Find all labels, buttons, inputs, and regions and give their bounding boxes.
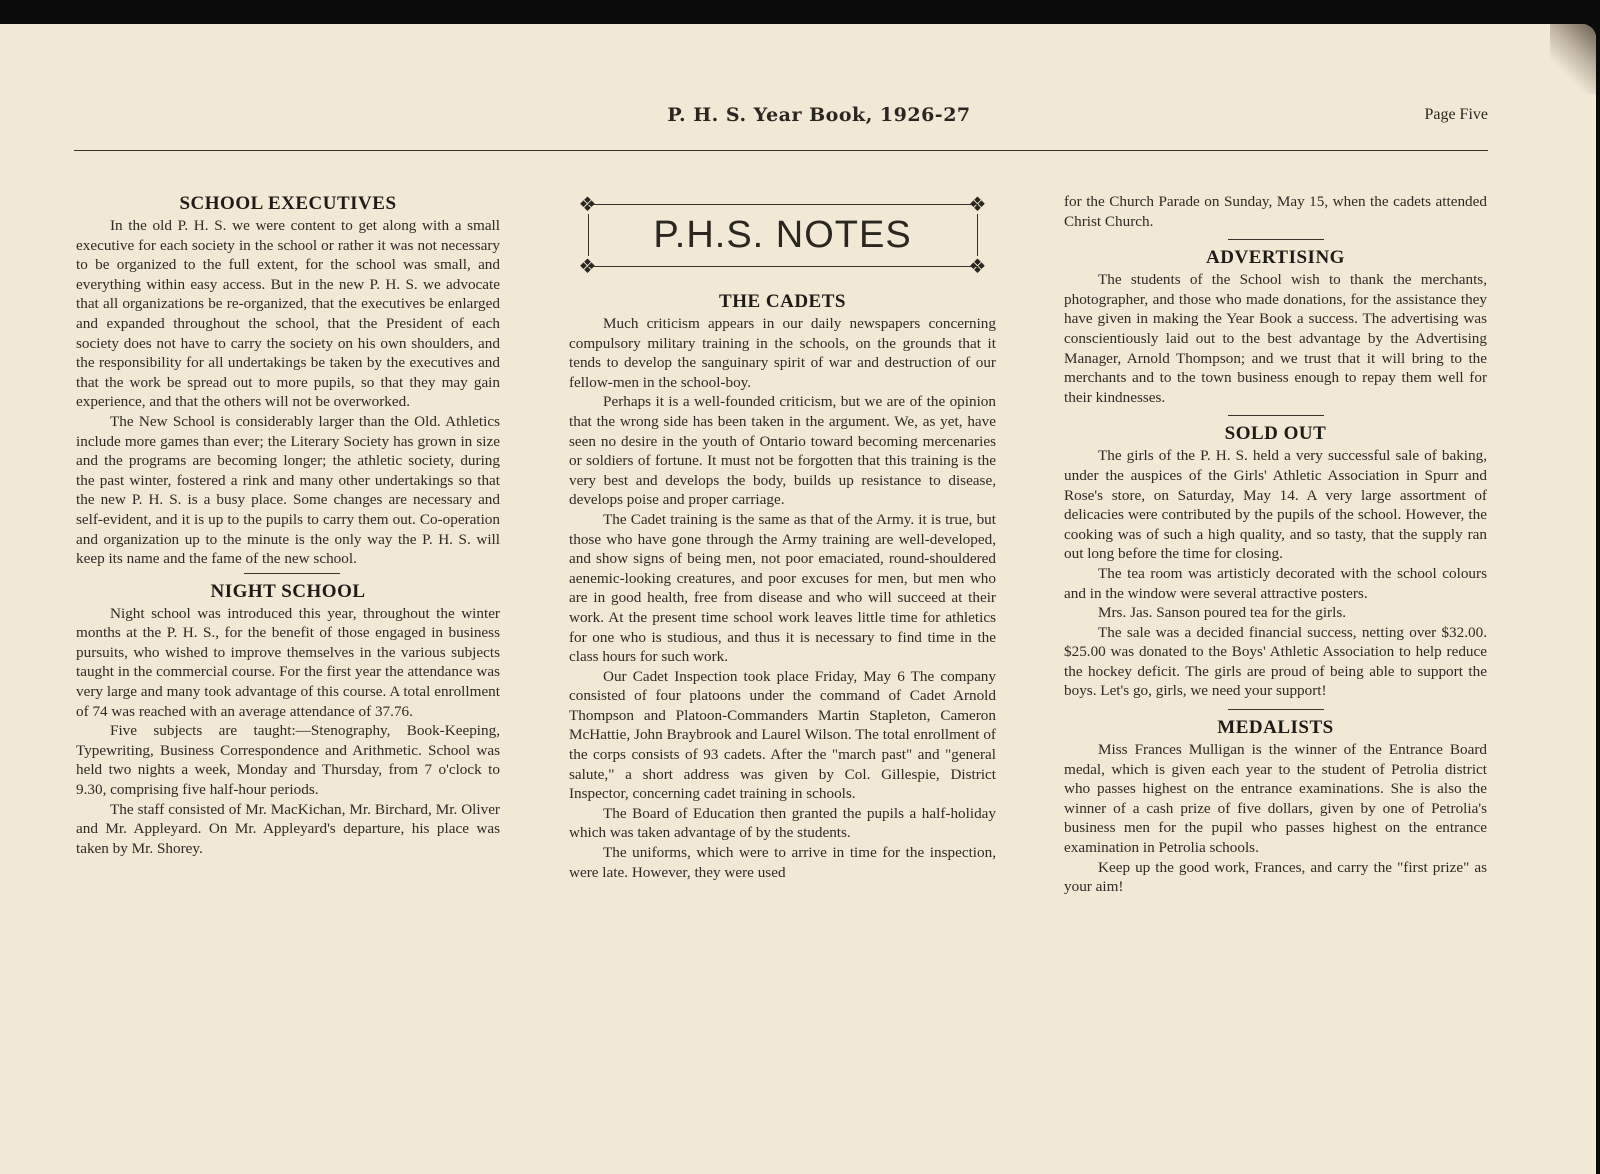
ornament-icon: ❖ xyxy=(578,254,597,278)
paragraph: Night school was introduced this year, throughout the winter months at the P. H. S., for the benefit of those engaged in business pursuits, who wished to improve themselves in the various subjects taught in the commercial course. For the first year the attendance was very large and many took advantage of this course. A total enrollment of 74 was reached with an average attendance of 37.76. xyxy=(76,604,500,720)
paragraph: In the old P. H. S. we were content to get along with a small executive for each society in the school or rather it was not necessary to be organized to the full extent, for the school was small, and everything within easy access. But in the new P. H. S. we advocate that all organizations be re-organized, that the executives be enlarged and expanded throughout the school, that the President of each society does not have to carry the society on his own shoulders, and the responsibility for all undertakings be taken by the executives and that the work be spread out to more pupils, so that they may gain experience, and that the others will not be overworked. xyxy=(76,217,500,411)
paragraph: The uniforms, which were to arrive in time for the inspection, were late. However, they were used xyxy=(569,844,996,881)
paragraph: The tea room was artisticly decorated with the school colours and in the window were several attractive posters. xyxy=(1064,564,1487,602)
page-header xyxy=(74,104,1488,134)
paragraph: The New School is considerably larger than the Old. Athletics include more games than ever; the Literary Society has grown in size and the programs are becoming longer; the athletic society, during the past winter, fostered a rink and many other undertakings so that the new P. H. S. is a busy place. Some changes are necessary and self-evident, and it is up to the pupils to carry them out. Co-operation and organization up to the minute is the only way the P. H. S. will keep its name and the fame of the new school. xyxy=(76,412,500,568)
paragraph: The girls of the P. H. S. held a very successful sale of baking, under the auspices of the Girls' Athletic Association in Spurr and Rose's store, on Saturday, May 14. A very large assortment of delicacies were contributed by the pupils of the school. However, the cooking was of such a high quality, and so tasty, that the supply ran out long before the time for closing. xyxy=(1064,447,1487,563)
column-right xyxy=(1064,192,1487,897)
header-divider xyxy=(74,150,1488,151)
heading-night-school: NIGHT SCHOOL xyxy=(210,580,366,602)
paragraph: Our Cadet Inspection took place Friday, May 6 The company consisted of four platoons under the command of Cadet Arnold Thompson and Platoon-Commanders Martin Stapleton, Cameron McHattie, John Braybrook and Laurel Wilson. The total enrollment of the corps consists of 93 cadets. After the "march past" and "general salute," a short address was given by Col. Gillespie, District Inspector, concerning cadet training in schools. xyxy=(569,667,996,803)
ornament-icon: ❖ xyxy=(578,192,597,216)
phs-notes-banner xyxy=(574,192,992,278)
paragraph: The sale was a decided financial success, netting over $32.00. $25.00 was donated to the Boys' Athletic Association to help reduce the hockey deficit. The girls are proud of being able to support the boys. Let's go, girls, we need your support! xyxy=(1064,623,1487,700)
paragraph: The Board of Education then granted the pupils a half-holiday which was taken advantage of by the students. xyxy=(569,804,996,842)
section-divider xyxy=(244,573,340,574)
folded-corner xyxy=(1550,24,1596,94)
section-divider xyxy=(1228,709,1324,710)
paragraph: Much criticism appears in our daily newspapers concerning compulsory military training in the schools, on the grounds that it tends to develop the sanguinary spirit of war and destruction of our fellow-men in the school-boy. xyxy=(569,315,996,391)
paragraph: The staff consisted of Mr. MacKichan, Mr. Birchard, Mr. Oliver and Mr. Appleyard. On Mr. Appleyard's departure, his place was taken by Mr. Shorey. xyxy=(76,800,500,857)
page-number: Page Five xyxy=(1424,106,1488,123)
heading-school-executives: SCHOOL EXECUTIVES xyxy=(179,193,397,214)
paragraph: Keep up the good work, Frances, and carry the "first prize" as your aim! xyxy=(1064,858,1487,896)
paragraph: Perhaps it is a well-founded criticism, but we are of the opinion that the wrong side has been taken in the argument. We, as yet, have seen no desire in the youth of Ontario toward becoming mercenaries or soldiers of fortune. It must not be forgotten that this training is the very best and develops the body, builds up resistance to disease, develops poise and proper carriage. xyxy=(569,393,996,509)
paragraph: The Cadet training is the same as that of the Army. it is true, but those who have gone through the Army training are well-developed, and show signs of being men, not poor emaciated, round-shouldered aenemic-looking creatures, and poor excuses for men, but men who are in good health, free from disease and who will succeed at their work. At the present time school work leaves little time for athletics for one who is studious, and thus it is necessary to find time in the class hours for such work. xyxy=(569,510,996,666)
ornament-icon: ❖ xyxy=(968,192,987,216)
paragraph: The students of the School wish to thank the merchants, photographer, and those who made donations, for the assistance they have given in making the Year Book a success. The advertising was conscientiously laid out to the best advantage by the Advertising Manager, Arnold Thompson; and we trust that it will bring to the merchants and to the town business enough to repay them well for their kindnesses. xyxy=(1064,271,1487,406)
paragraph: Mrs. Jas. Sanson poured tea for the girls. xyxy=(1098,604,1347,622)
heading-the-cadets: THE CADETS xyxy=(719,291,846,312)
page-title: P. H. S. Year Book, 1926-27 xyxy=(667,104,971,126)
ornament-icon: ❖ xyxy=(968,254,987,278)
section-divider xyxy=(1228,239,1324,240)
column-left xyxy=(76,192,500,858)
paragraph: for the Church Parade on Sunday, May 15, when the cadets attended Christ Church. xyxy=(1064,193,1487,230)
heading-advertising: ADVERTISING xyxy=(1206,247,1345,269)
paragraph: Five subjects are taught:—Stenography, Book-Keeping, Typewriting, Business Correspondence and Arithmetic. School was held two nights a week, Monday and Thursday, from 7 o'clock to 9.30, comprising five half-hour periods. xyxy=(76,722,500,799)
banner-title: P.H.S. NOTES xyxy=(653,214,912,256)
heading-sold-out: SOLD OUT xyxy=(1224,423,1327,445)
paragraph: Miss Frances Mulligan is the winner of the Entrance Board medal, which is given each year to the student of Petrolia district who passes highest on the entrance examinations. She is also the winner of a cash prize of five dollars, given by one of Petrolia's business men for the pupil who passes highest on the entrance examination in Petrolia schools. xyxy=(1064,741,1487,857)
heading-medalists: MEDALISTS xyxy=(1217,717,1334,739)
banner-rule xyxy=(588,204,978,205)
section-divider xyxy=(1228,415,1324,416)
column-middle xyxy=(569,192,996,882)
banner-rule xyxy=(588,266,978,267)
